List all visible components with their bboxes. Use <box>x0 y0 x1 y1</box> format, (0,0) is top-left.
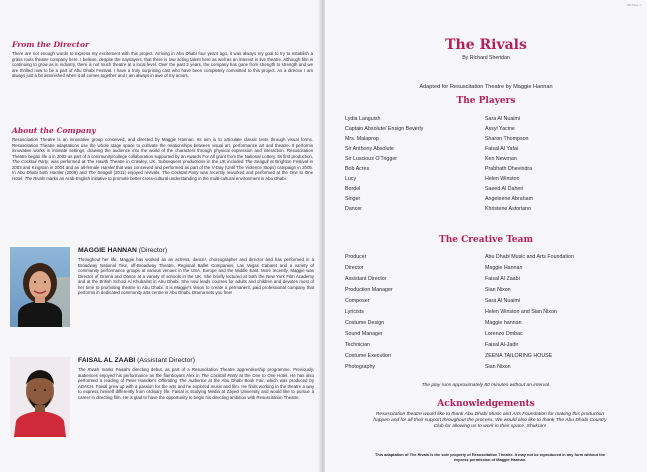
player-role: Lucy <box>345 176 357 182</box>
player-role: Sir Anthony Absolute <box>345 146 394 152</box>
team-role: Sound Manager <box>345 331 383 337</box>
player-actor: Assyl Yacine <box>485 126 515 132</box>
team-role: Costume Execution <box>345 353 391 359</box>
acknowledgements-text: Resuscitation theatre would like to thank Abu Dhabi Music and Arts Foundation for making this production happen and for all their support throughout the process. We would also like to thank The Abu Dhabi Country Club for allowing us to work in their space. Shukran! <box>373 412 607 429</box>
team-name: Maggie hannan <box>485 320 522 326</box>
faisal-al-zaabi-photo <box>10 357 70 437</box>
play-title: The Rivals <box>445 37 527 53</box>
player-role: Captain Absolute/ Ensign Beverly <box>345 126 424 132</box>
player-actor: Helen Winston <box>485 176 520 182</box>
player-actor: Sharon Thompson <box>485 136 529 142</box>
player-actor: Faisal Al Yafai <box>485 146 519 152</box>
player-actor: Ken Newman <box>485 156 517 162</box>
team-name: Lorenzo Ombac <box>485 331 523 337</box>
team-role: Director <box>345 265 364 271</box>
byline: By Richard Sheridan <box>462 55 510 61</box>
team-name: Faisal Al-Jadir <box>485 342 519 348</box>
adapted-line: Adapted for Resuscitation Theatre by Maggie Hannan <box>419 84 553 90</box>
copyright-footer: This adaptation of The Rivals is the sole property of Resuscitation Theatre. It may not be reproduced in any form without the express permission of Maggie Hannan. <box>374 452 605 462</box>
team-role: Production Manager <box>345 287 393 293</box>
team-name: Sara Al Nuaimi <box>485 298 521 304</box>
team-role: Assistant Director <box>345 276 387 282</box>
player-role: Bordel <box>345 186 361 192</box>
acknowledgements-heading: Acknowledgements <box>437 399 535 409</box>
team-name: Helen Winston and Sian Nixon <box>485 309 557 315</box>
team-name: Abu Dhabi Music and Arts Foundation <box>485 254 574 260</box>
director-text: There are not enough words to express my excitement with this project. Arriving in Abu Dhabi four years ago, it was always my goal to try to establish a grass roots theatre company here. I believe, despite the naysayers, that there is raw acting talent here as well as an interest in live theatre. Although film is continuing to grow as in industry, there is not much theatre at a local level. Over the past 2 years, the company has gone from strength to strength and we are thrilled now to be a part of Abu Dhabi Festival. I have a truly surprising cast who have been completely committed to this project. As a director I am always just a bit astonished when it all comes together and I am always in awe of my actors. <box>12 51 313 79</box>
team-role: Producer <box>345 254 367 260</box>
player-actor: Sara Al Nuaimi <box>485 116 521 122</box>
director-heading: From the Director <box>12 40 90 49</box>
bio1-heading: MAGGIE HANNAN (Director) <box>78 247 168 254</box>
bio2-text: The Rivals marks Faisal's directing debut, as part of a Resuscitation Theatre apprenticeship programme. Previously, audiences enjoyed his performance as the flamboyant Alex in The Cocktail Party at the One to One Hotel. He has also performed a reading of Peter Handke's Offending The Audience at the Abu Dhabi Book Fair, which was produced by ADACH. Faisal grew up with a passion for the arts and he explored music and film. He finds working in the theatre a way to express himself differently from ordinary life. Faisal is studying Media at Zayed University and would like to pursue a career in directing film. He is glad to have the opportunity to begin his directing ambition with Resuscitation Theatre. <box>78 367 314 400</box>
team-role: Photography <box>345 364 376 370</box>
company-text: Resuscitation Theatre is an innovative group conceived, and directed by Maggie Hannan. Its aim is to articulate classic texts through visual forms. Resuscitation Theatre adaptations use the whole stage space to cultivate the relationships between visual art, performance art and theatre. It performs innovative works in intimate settings, drawing the audience into the world of the characters through physical expression and interaction. Resuscitation Theatre began life a in 2002 as part of a community/college collaboration supported by an Awards For All grant from the National Lottery. Its first production, The Cocktail Party, was performed at The Hawth Theatre in Crawley, UK. Subsequent productions in the UK included The Seagull at Brighton Festival in 2003 and Kingston in 2004 and an all-female Hamlet that was conceived and performed as part of the V-Day (Until The Violence Stops) campaign in 2005. In Abu Dhabi both Hamlet (2009) and The Seagull (2011) enjoyed revivals. The Cocktail Party was recently reworked and performed at the One to One Hotel. The Rivals marks an Arab-English initiative to promote better cross-cultural understanding in the multi-cultural environment in Abu Dhabi. <box>12 137 313 181</box>
player-actor: Khristene Astoriano <box>485 206 531 212</box>
bio2-heading: FAISAL AL ZAABI (Assistant Director) <box>78 357 195 364</box>
player-actor: Saeed Al Daheri <box>485 186 524 192</box>
team-name: Maggie Hannan <box>485 265 523 271</box>
team-role: Lyricists <box>345 309 364 315</box>
players-heading: The Players <box>456 96 516 106</box>
player-actor: Prabhath Dhevindra <box>485 166 533 172</box>
right-page <box>325 0 647 472</box>
player-role: Dancer <box>345 206 363 212</box>
company-heading: About the Company <box>12 126 96 135</box>
player-role: Mrs. Malaprop <box>345 136 379 142</box>
team-name: Sian Nixon <box>485 287 511 293</box>
bio1-text: Throughout her life, Maggie has worked as an actress, dancer, choreographer and director and has performed in a Broadway National Tour, off-Broadway Theatre, Regional Ballet Companies, Las Vegas Cabaret and a variety of community performance groups at various venues in the USA, Europe and the Middle East. More recently, Maggie was Director of Drama and Dance at a variety of schools in the UK. She briefly lectured at both the New York Film Academy and at the British School Al Khubairat in Abu Dhabi. She now leads courses for adults and children and devotes most of her time to promoting theatre in Abu Dhabi. It is Maggie's vision to create a permanent, paid professional company that performs in dedicated community arts centre in Abu Dhabi. Drama sets you free! <box>78 257 314 296</box>
page-number: 3B-Pass-1 <box>626 3 641 7</box>
team-name: Sian Nixon <box>485 364 511 370</box>
player-role: Lydia Languish <box>345 116 381 122</box>
player-role: Bob Acres <box>345 166 370 172</box>
team-name: ZEENA TAILORING HOUSE <box>485 353 553 359</box>
runtime-note: The play runs approximately 80 minutes without an interval. <box>421 383 551 388</box>
player-role: Sir Luscious O'Trigger <box>345 156 398 162</box>
left-page <box>0 0 322 472</box>
player-actor: Angeleene Abraham <box>485 196 534 202</box>
team-role: Composer <box>345 298 370 304</box>
team-role: Technician <box>345 342 371 348</box>
creative-team-heading: The Creative Team <box>439 235 533 245</box>
player-role: Singer <box>345 196 361 202</box>
team-name: Faisal Al Zaabi <box>485 276 520 282</box>
team-role: Costume Design <box>345 320 385 326</box>
maggie-hannan-photo <box>10 247 70 327</box>
